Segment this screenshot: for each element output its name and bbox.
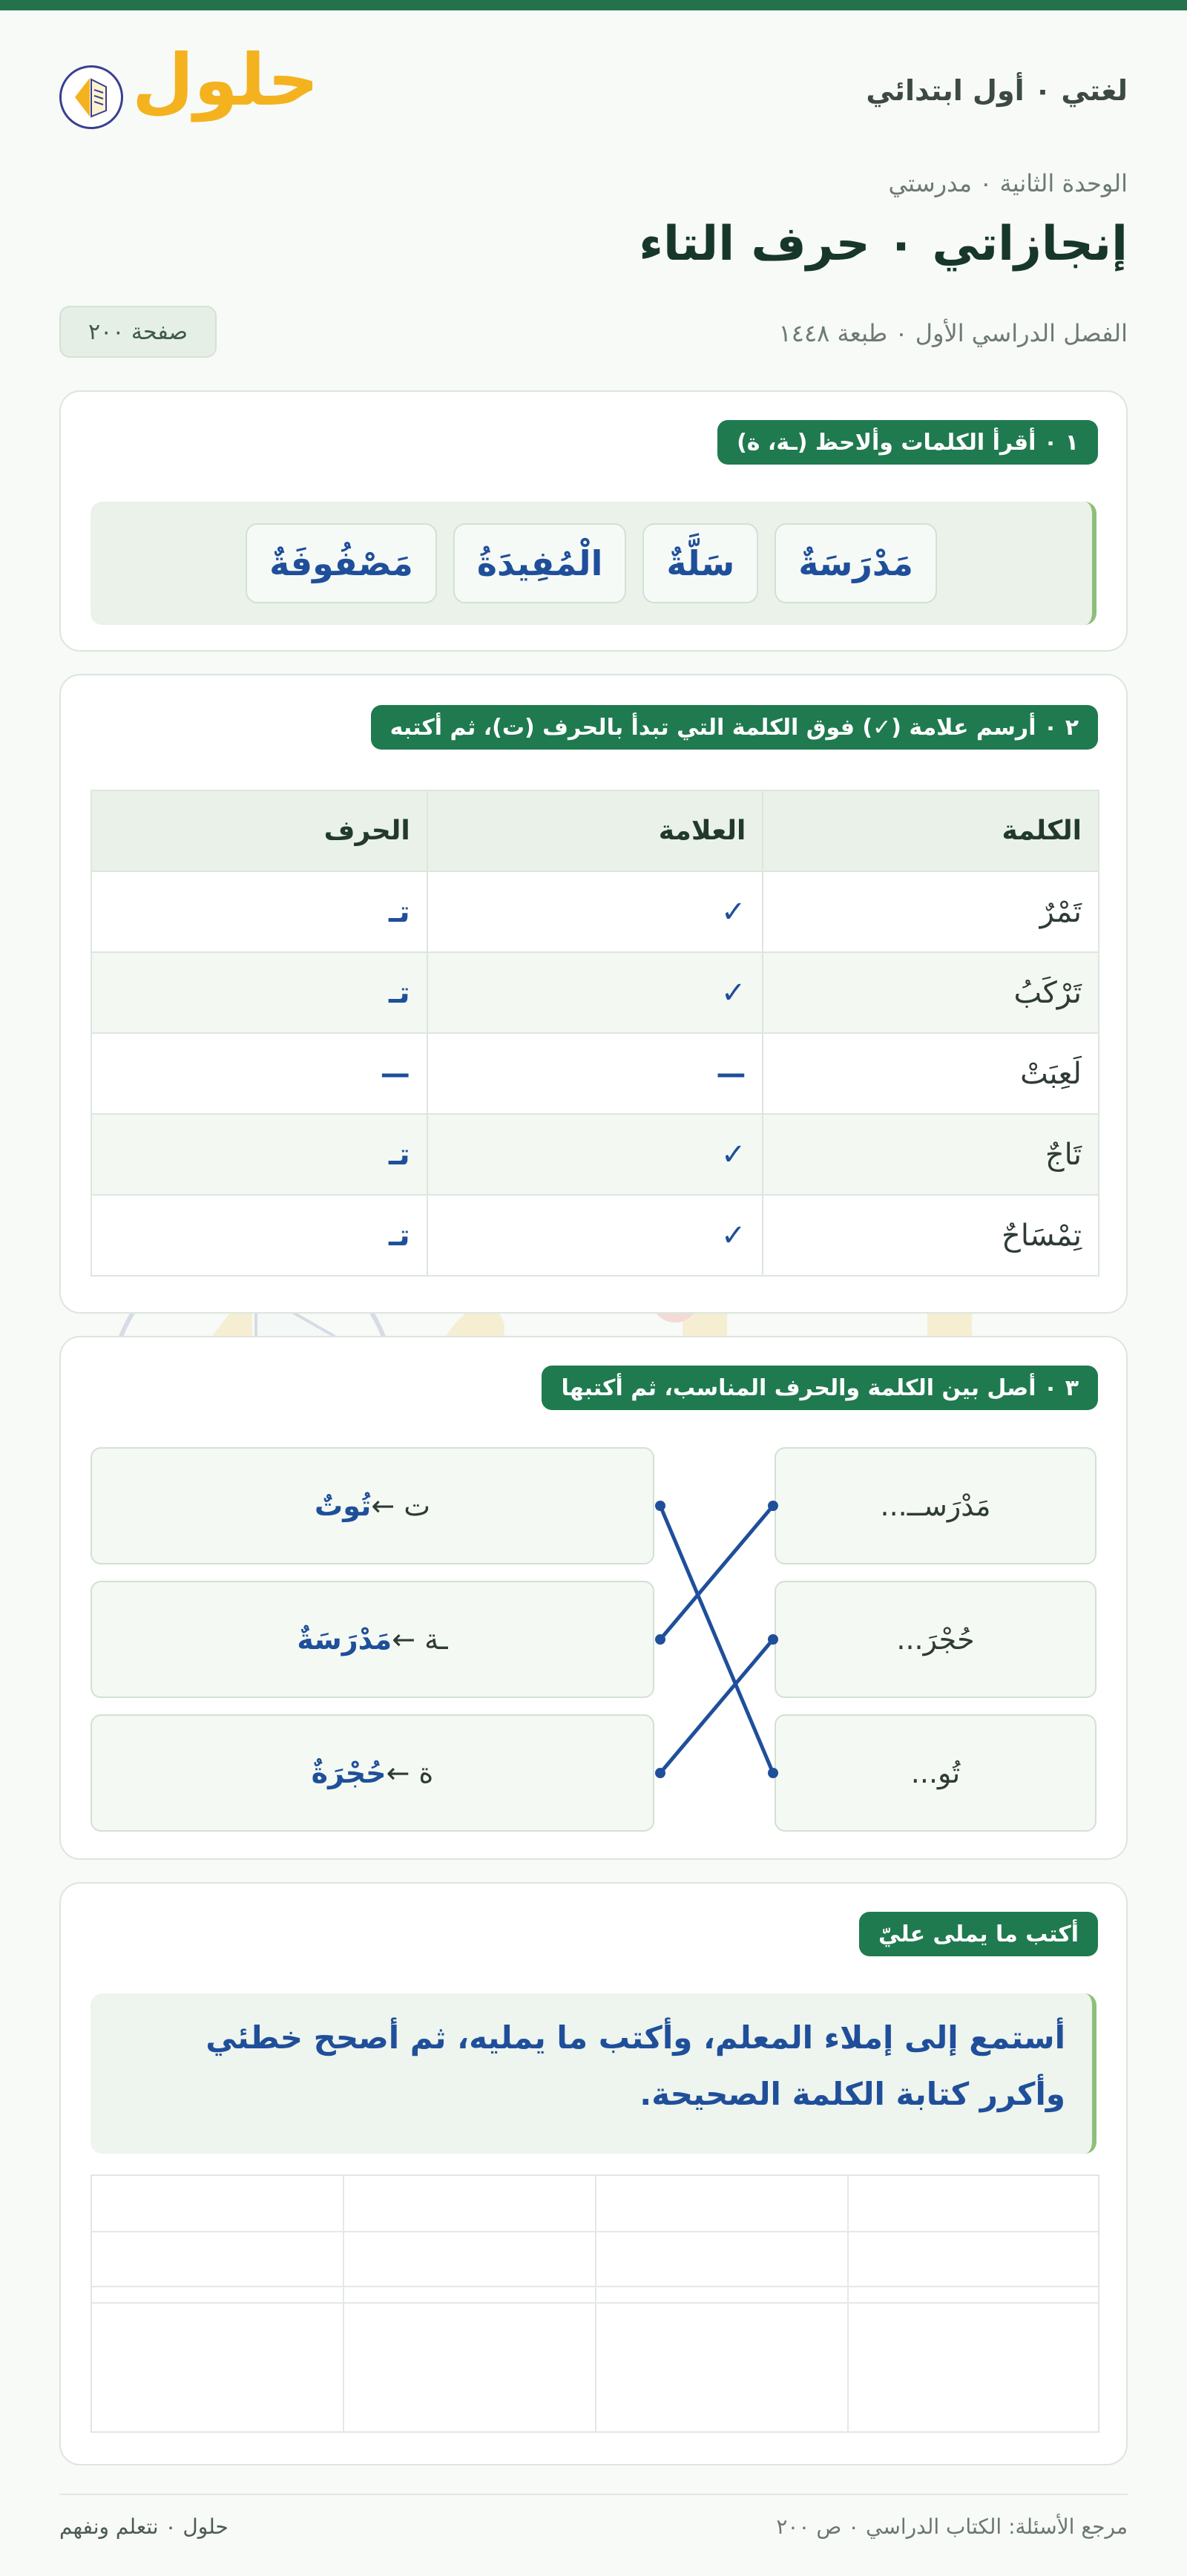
section-1-title: ١ ٠ أقرأ الكلمات وألاحظ (ـة، ة) <box>717 420 1098 465</box>
mark-cell: — <box>427 1033 763 1114</box>
footer-brand: حلول ٠ نتعلم ونفهم <box>59 2514 228 2539</box>
word-chip: سَلَّةٌ <box>642 523 758 603</box>
answer-word: مَدْرَسَةٌ <box>297 1623 392 1656</box>
writing-grid[interactable] <box>91 2174 1099 2433</box>
answer-box <box>91 1714 654 1832</box>
table-header-row <box>91 790 1099 871</box>
section-2-title: ٢ ٠ أرسم علامة (✓) فوق الكلمة التي تبدأ بالحرف (ت)، ثم أكتبه <box>371 705 1098 750</box>
dictation-instruction: أستمع إلى إملاء المعلم، وأكتب ما يمليه، ثم أصحح خطئي وأكرر كتابة الكلمة الصحيحة. <box>91 1993 1096 2154</box>
answer-word: حُجْرَةٌ <box>311 1757 387 1789</box>
mark-cell: ✓ <box>427 952 763 1033</box>
word-cell: تِمْسَاحٌ <box>763 1195 1099 1276</box>
column-header-mark: العلامة <box>427 790 763 871</box>
section-1-card <box>59 390 1128 652</box>
table-row <box>91 1033 1099 1114</box>
word-chip: مَصْفُوفَةٌ <box>246 523 437 603</box>
match-dot <box>655 1634 665 1645</box>
section-3-title: ٣ ٠ أصل بين الكلمة والحرف المناسب، ثم أكتبها <box>542 1366 1098 1410</box>
left-word-box <box>775 1447 1096 1564</box>
left-word: حُجْرَ... <box>896 1623 975 1656</box>
section-4-title: أكتب ما يملى عليّ <box>859 1912 1098 1956</box>
logo-wordmark: حلول <box>132 39 319 122</box>
words-panel <box>91 502 1096 625</box>
table-row <box>91 1195 1099 1276</box>
match-line <box>660 1639 773 1773</box>
top-accent-bar <box>0 0 1187 10</box>
page-title: إنجازاتي ٠ حرف التاء <box>639 217 1128 272</box>
answer-letter: ت ← <box>371 1489 430 1522</box>
series-title: لغتي ٠ أول ابتدائي <box>866 74 1128 107</box>
mark-cell: ✓ <box>427 1195 763 1276</box>
left-word: تُو... <box>910 1757 961 1789</box>
letter-cell: تـ <box>91 1195 427 1276</box>
left-word-box <box>775 1714 1096 1832</box>
word-cell: تَمْرٌ <box>763 871 1099 952</box>
match-line <box>660 1506 773 1639</box>
word-cell: تَاجٌ <box>763 1114 1099 1195</box>
column-header-word: الكلمة <box>763 790 1099 871</box>
unit-line: الوحدة الثانية ٠ مدرستي <box>888 169 1128 197</box>
match-line <box>660 1506 773 1773</box>
answer-letter: ة ← <box>386 1757 434 1789</box>
word-chip: الْمُفِيدَةُ <box>453 523 627 603</box>
book-icon <box>62 68 121 127</box>
table-row <box>91 871 1099 952</box>
word-cell: تَرْكَبُ <box>763 952 1099 1033</box>
footer-reference: مرجع الأسئلة: الكتاب الدراسي ٠ ص ٢٠٠ <box>776 2514 1128 2539</box>
section-3-card <box>59 1336 1128 1860</box>
letter-cell: — <box>91 1033 427 1114</box>
answer-word: تُوتٌ <box>315 1489 372 1522</box>
section-4-card <box>59 1882 1128 2465</box>
table-row <box>91 952 1099 1033</box>
page-header <box>59 39 1128 148</box>
answer-box <box>91 1447 654 1564</box>
footer-divider <box>59 2494 1128 2495</box>
letter-cell: تـ <box>91 871 427 952</box>
word-cell: لَعِبَتْ <box>763 1033 1099 1114</box>
column-header-letter: الحرف <box>91 790 427 871</box>
letter-cell: تـ <box>91 952 427 1033</box>
section-2-card <box>59 674 1128 1314</box>
mark-cell: ✓ <box>427 871 763 952</box>
letter-cell: تـ <box>91 1114 427 1195</box>
answer-letter: ـة ← <box>392 1623 448 1656</box>
left-word-box <box>775 1581 1096 1698</box>
word-chip: مَدْرَسَةٌ <box>775 523 937 603</box>
logo-book-icon <box>59 65 123 129</box>
mark-cell: ✓ <box>427 1114 763 1195</box>
answer-box <box>91 1581 654 1698</box>
marks-table <box>91 790 1099 1276</box>
match-dot <box>655 1768 665 1778</box>
match-dot <box>655 1501 665 1511</box>
page-badge: صفحة ٢٠٠ <box>59 306 217 358</box>
left-word: مَدْرَســ... <box>880 1489 991 1522</box>
term-line: الفصل الدراسي الأول ٠ طبعة ١٤٤٨ <box>778 319 1128 347</box>
table-row <box>91 1114 1099 1195</box>
